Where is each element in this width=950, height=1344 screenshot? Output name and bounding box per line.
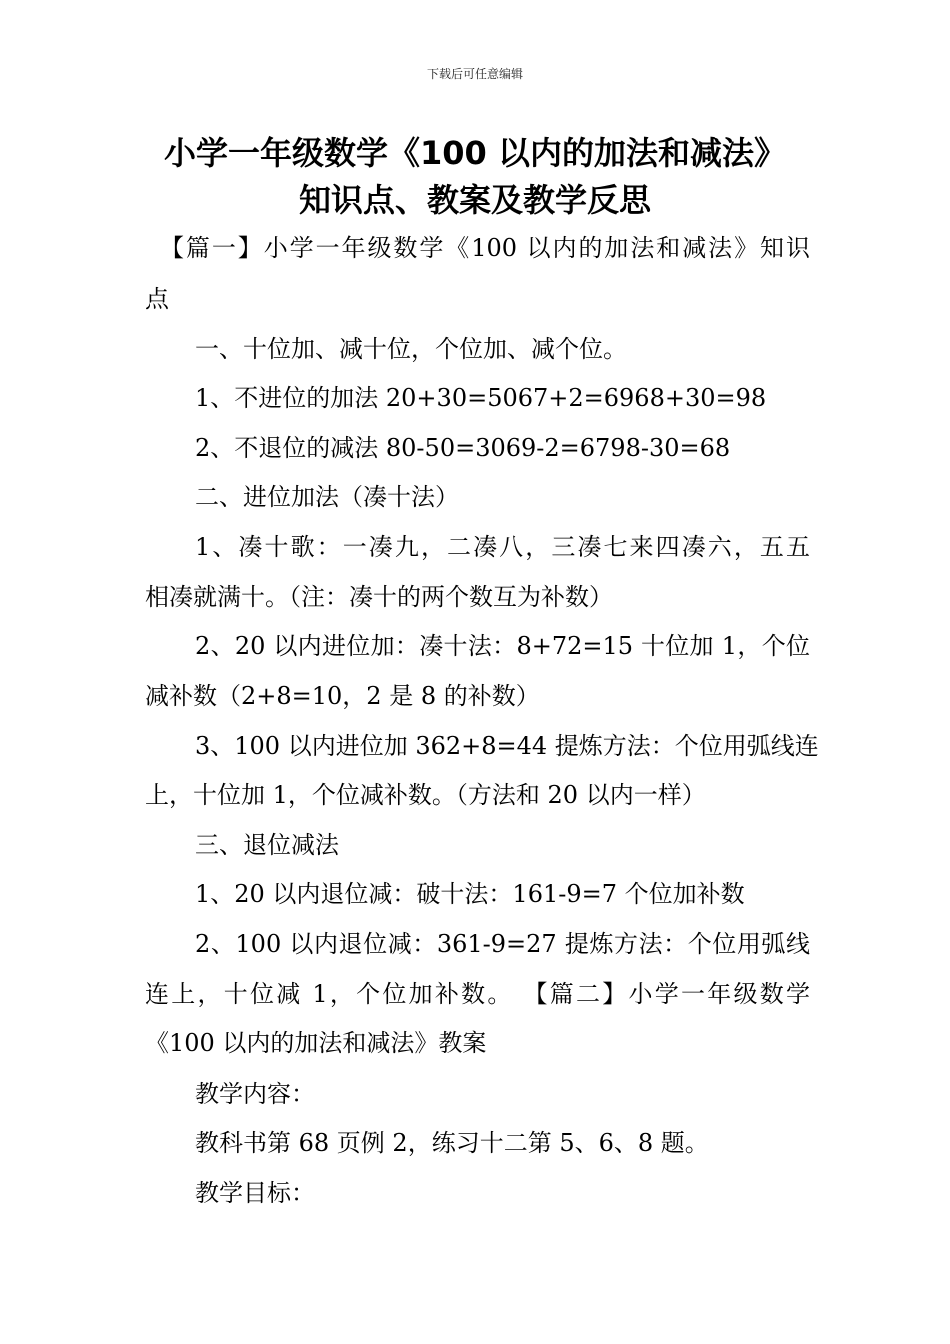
subheading: 一、十位加、减十位，个位加、减个位。 [195,335,627,363]
paragraph-line: 3、100 以内进位加 362+8=44 提炼方法：个位用弧线连 [195,732,819,760]
paragraph-line: 《100 以内的加法和减法》教案 [145,1029,487,1057]
subheading: 三、退位减法 [195,831,339,859]
paragraph-line: 连上，十位减 1，个位加补数。 【篇二】小学一年级数学 [145,980,810,1008]
subheading: 教学目标： [195,1179,315,1207]
paragraph-line: 1、20 以内退位减：破十法：161-9=7 个位加补数 [195,880,745,908]
paragraph-line: 1、不进位的加法 20+30=5067+2=6968+30=98 [195,384,767,412]
title-line-1: 小学一年级数学《100 以内的加法和减法》 [164,134,786,172]
paragraph-line: 点 [145,285,169,313]
paragraph-line: 1、凑十歌：一凑九，二凑八，三凑七来四凑六，五五 [195,533,810,561]
paragraph-line: 教科书第 68 页例 2，练习十二第 5、6、8 题。 [195,1129,709,1157]
paragraph-line: 2、100 以内退位减：361-9=27 提炼方法：个位用弧线 [195,930,810,958]
title-line-2: 知识点、教案及教学反思 [298,181,651,219]
subheading: 教学内容： [195,1080,315,1108]
section-heading-part-one: 【篇一】小学一年级数学《100 以内的加法和减法》知识 [160,234,810,262]
paragraph-line: 2、不退位的减法 80-50=3069-2=6798-30=68 [195,434,731,462]
header-note: 下载后可任意编辑 [426,67,523,81]
paragraph-line: 上，十位加 1，个位减补数。（方法和 20 以内一样） [145,781,706,809]
paragraph-line: 减补数（2+8=10，2 是 8 的补数） [145,682,540,710]
paragraph-line: 相凑就满十。（注：凑十的两个数互为补数） [145,583,613,611]
paragraph-line: 2、20 以内进位加：凑十法：8+72=15 十位加 1，个位 [195,632,810,660]
subheading: 二、进位加法（凑十法） [195,483,459,511]
